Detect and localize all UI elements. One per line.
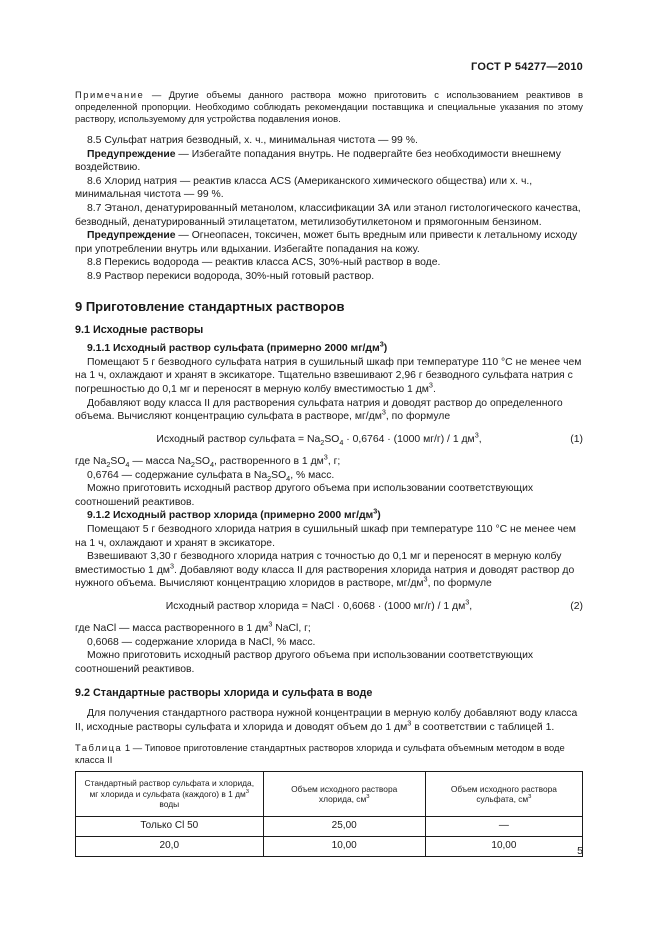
paragraph-9-1-1-a: Помещают 5 г безводного сульфата натрия в сушильный шкаф при температуре 110 °С не менее чем на 1 ч, охлаждают и хранят в эксикаторе. Тщательно взвешивают 2,96 г безводного сульфата натрия с погрешностью до 0,1 мг и переносят в мерную колбу вместимостью 1 $дм^3$. bbox=[75, 356, 582, 396]
warning-label: Предупреждение bbox=[87, 230, 176, 242]
standard-header: ГОСТ Р 54277—2010 bbox=[471, 61, 583, 73]
superscript: 3 bbox=[407, 718, 412, 728]
table-1 bbox=[75, 771, 583, 857]
caption-text: 1 — Типовое приготовление стандартных растворов хлорида и сульфата объемным методом в воде класса II bbox=[75, 742, 565, 766]
superscript: 3 bbox=[379, 339, 384, 349]
subscript: 4 bbox=[339, 437, 344, 447]
warning-text: — Избегайте попадания внутрь. Не подвергайте без необходимости внешнему воздействию. bbox=[75, 148, 561, 174]
column-header bbox=[263, 772, 425, 817]
formula-expression: Исходный раствор сульфата = $Na_2SO_4 \cdot 0,6764 \cdot (1000$ мг/г) / 1 $дм^3$, bbox=[156, 430, 482, 447]
where-1-line-2 bbox=[75, 469, 583, 483]
text: SO bbox=[324, 433, 340, 445]
superscript: 3 bbox=[366, 794, 370, 801]
text: SO bbox=[110, 456, 126, 468]
superscript: 3 bbox=[428, 380, 433, 390]
paragraph-9-1-2-c: Можно приготовить исходный раствор другого объема при использовании соответствующих соотношений реактивов. bbox=[75, 650, 534, 675]
superscript: 3 bbox=[423, 574, 428, 584]
paragraph-9-1-2-a: Помещают 5 г безводного хлорида натрия в сушильный шкаф при температуре 110 °С не менее чем на 1 ч, охлаждают и хранят в эксикаторе. bbox=[75, 523, 576, 549]
paragraph-9-1-1-c: Можно приготовить исходный раствор другого объема при использовании соответствующих соотношений реактивов. bbox=[75, 483, 534, 508]
superscript: 3 bbox=[323, 452, 328, 462]
where-2 bbox=[75, 619, 583, 636]
formula-2 bbox=[75, 597, 583, 614]
text: в соответствии с таблицей 1. bbox=[411, 721, 555, 733]
paren: ) bbox=[377, 510, 381, 522]
item-8-7: 8.7 Этанол, денатурированный метанолом, классификации 3А или этанол гистологического качества, безводный, денатурированный этилацетатом, метилизобутилкетоном и прямогонным бензином. bbox=[75, 203, 581, 228]
subscript: 2 bbox=[267, 473, 272, 483]
page-number: 5 bbox=[577, 845, 583, 857]
section-9-title: 9 Приготовление стандартных растворов bbox=[75, 299, 345, 315]
section-9-1-title: 9.1 Исходные растворы bbox=[75, 323, 204, 336]
formula-number: (1) bbox=[570, 433, 583, 445]
text: хлорида, см bbox=[318, 794, 367, 804]
text: , % масс. bbox=[290, 469, 335, 481]
warning-1 bbox=[75, 148, 583, 175]
table-cell: 20,0 bbox=[76, 836, 264, 856]
text: мг хлорида и сульфата (каждого) в 1 дм bbox=[89, 788, 246, 799]
text: SO bbox=[271, 469, 287, 481]
text: Взвешивают 3,30 г безводного хлорида натрия с точностью до 0,1 мг и переносят в мерную колбу вместимостью 1 дм bbox=[75, 551, 562, 576]
column-header bbox=[425, 772, 582, 817]
table-cell: — bbox=[425, 816, 582, 836]
subscript: 4 bbox=[125, 460, 130, 470]
table-header-row bbox=[76, 772, 583, 817]
note-paragraph bbox=[75, 89, 583, 125]
text: , по формуле bbox=[385, 411, 451, 423]
paragraph-9-1-1-b bbox=[75, 397, 583, 424]
superscript: 3 bbox=[245, 788, 250, 795]
text: — масса Na bbox=[129, 456, 191, 468]
table-cell: 10,00 bbox=[263, 836, 425, 856]
text: Исходный раствор хлорида = NaCl · 0,6068 · (1000 мг/г) / 1 дм bbox=[165, 600, 466, 612]
text: Стандартный раствор сульфата и хлорида, bbox=[84, 778, 255, 789]
text: · 0,6764 · (1000 мг/г) / 1 дм bbox=[343, 433, 475, 445]
text: SO bbox=[194, 456, 210, 468]
table-cell: Только Cl 50 bbox=[76, 816, 264, 836]
warning-label: Предупреждение bbox=[87, 148, 176, 160]
paragraph-9-2 bbox=[75, 707, 583, 734]
text: , растворенного в 1 дм bbox=[214, 456, 324, 468]
where-1 bbox=[75, 452, 583, 470]
section-9-1-1-title bbox=[75, 339, 583, 356]
text: Помещают 5 г безводного сульфата натрия в сушильный шкаф при температуре 110 °С не менее чем на 1 ч, охлаждают и хранят в эксикаторе. Тщательно взвешивают 2,96 г безводного сульфата натрия с погрешностью до 0,1 мг и переносят в мерную колбу вместимостью 1 дм bbox=[75, 356, 582, 396]
subscript: 2 bbox=[190, 460, 195, 470]
note-label: Примечание bbox=[75, 89, 145, 100]
formula-1 bbox=[75, 430, 583, 447]
note-text: — Другие объемы данного раствора можно приготовить с использованием реактивов в определенной пропорции. Необходимо соблюдать рекомендации поставщика и специальные указания по этому раствору, используемому для устройства подавления ионов. bbox=[75, 89, 583, 125]
column-header bbox=[76, 772, 264, 817]
superscript: 3 bbox=[169, 561, 174, 571]
text: сульфата, см bbox=[476, 794, 529, 804]
text: Для получения стандартного раствора нужной концентрации в мерную колбу добавляют воду класса II, исходные растворы сульфата и хлорида и доводят объем до 1 дм bbox=[75, 707, 578, 733]
superscript: 3 bbox=[465, 597, 470, 607]
superscript: 3 bbox=[381, 407, 386, 417]
item-8-5: 8.5 Сульфат натрия безводный, х. ч., минимальная чистота — 99 %. bbox=[87, 135, 418, 147]
table-cell: 10,00 bbox=[425, 836, 582, 856]
section-9-2-title: 9.2 Стандартные растворы хлорида и сульфата в воде bbox=[75, 687, 373, 700]
superscript: 3 bbox=[474, 430, 479, 440]
item-8-9: 8.9 Раствор перекиси водорода, 30%-ный готовый раствор. bbox=[87, 270, 375, 282]
text: 0,6764 — содержание сульфата в Na bbox=[87, 469, 268, 481]
formula-number: (2) bbox=[570, 600, 583, 612]
table-row bbox=[76, 836, 583, 856]
text: Исходный раствор сульфата = Na bbox=[156, 433, 321, 445]
item-8-8: 8.8 Перекись водорода — реактив класса ACS, 30%-ный раствор в воде. bbox=[87, 257, 441, 269]
warning-2 bbox=[75, 229, 583, 256]
item-8-6: 8.6 Хлорид натрия — реактив класса ACS (Американского химического общества) или х. ч., минимальная чистота — 99 %. bbox=[75, 175, 533, 201]
caption-label: Таблица bbox=[75, 742, 123, 754]
superscript: 3 bbox=[268, 619, 273, 629]
subscript: 4 bbox=[286, 473, 291, 483]
text: где NaCl — масса растворенного в 1 дм bbox=[75, 623, 269, 635]
text: NaCl, г; bbox=[272, 623, 311, 635]
superscript: 3 bbox=[528, 794, 532, 801]
text: . Добавляют воду класса II для растворения хлорида натрия и доводят раствор до нужного объема. Вычисляют концентрацию хлоридов в растворе, мг/дм bbox=[75, 564, 575, 590]
text: воды bbox=[159, 799, 180, 810]
paragraph-9-1-2-b bbox=[75, 550, 583, 591]
title-text: 9.1.1 Исходный раствор сульфата (примерно 2000 мг/дм bbox=[87, 343, 380, 355]
warning-text: — Огнеопасен, токсичен, может быть вредным или привести к летальному исходу при употреблении внутрь или вдыхании. Избегайте попадания на кожу. bbox=[75, 230, 578, 255]
table-row bbox=[76, 816, 583, 836]
text: Добавляют воду класса II для растворения сульфата натрия и доводят раствор до определенного объема. Вычисляют концентрацию сульфата в растворе, мг/дм bbox=[75, 397, 563, 423]
subscript: 2 bbox=[320, 437, 325, 447]
text: , г; bbox=[327, 456, 341, 468]
where-2-line-2: 0,6068 — содержание хлорида в NaCl, % масс. bbox=[87, 636, 316, 648]
text: , по формуле bbox=[427, 578, 492, 590]
title-text: 9.1.2 Исходный раствор хлорида (примерно 2000 мг/дм bbox=[87, 510, 374, 522]
superscript: 3 bbox=[373, 506, 378, 516]
page-content bbox=[75, 89, 583, 857]
text: где Na bbox=[75, 456, 107, 468]
subscript: 2 bbox=[106, 460, 111, 470]
subscript: 4 bbox=[209, 460, 214, 470]
paren: ) bbox=[383, 343, 388, 355]
formula-expression: Исходный раствор хлорида = NaCl · 0,6068 · (1000 мг/г) / 1 $дм^3$, bbox=[165, 597, 473, 612]
text: Объем исходного раствора bbox=[450, 783, 557, 794]
table-cell: 25,00 bbox=[263, 816, 425, 836]
section-9-1-2-title bbox=[75, 506, 583, 523]
text: Объем исходного раствора bbox=[291, 783, 398, 794]
table-caption bbox=[75, 742, 583, 766]
